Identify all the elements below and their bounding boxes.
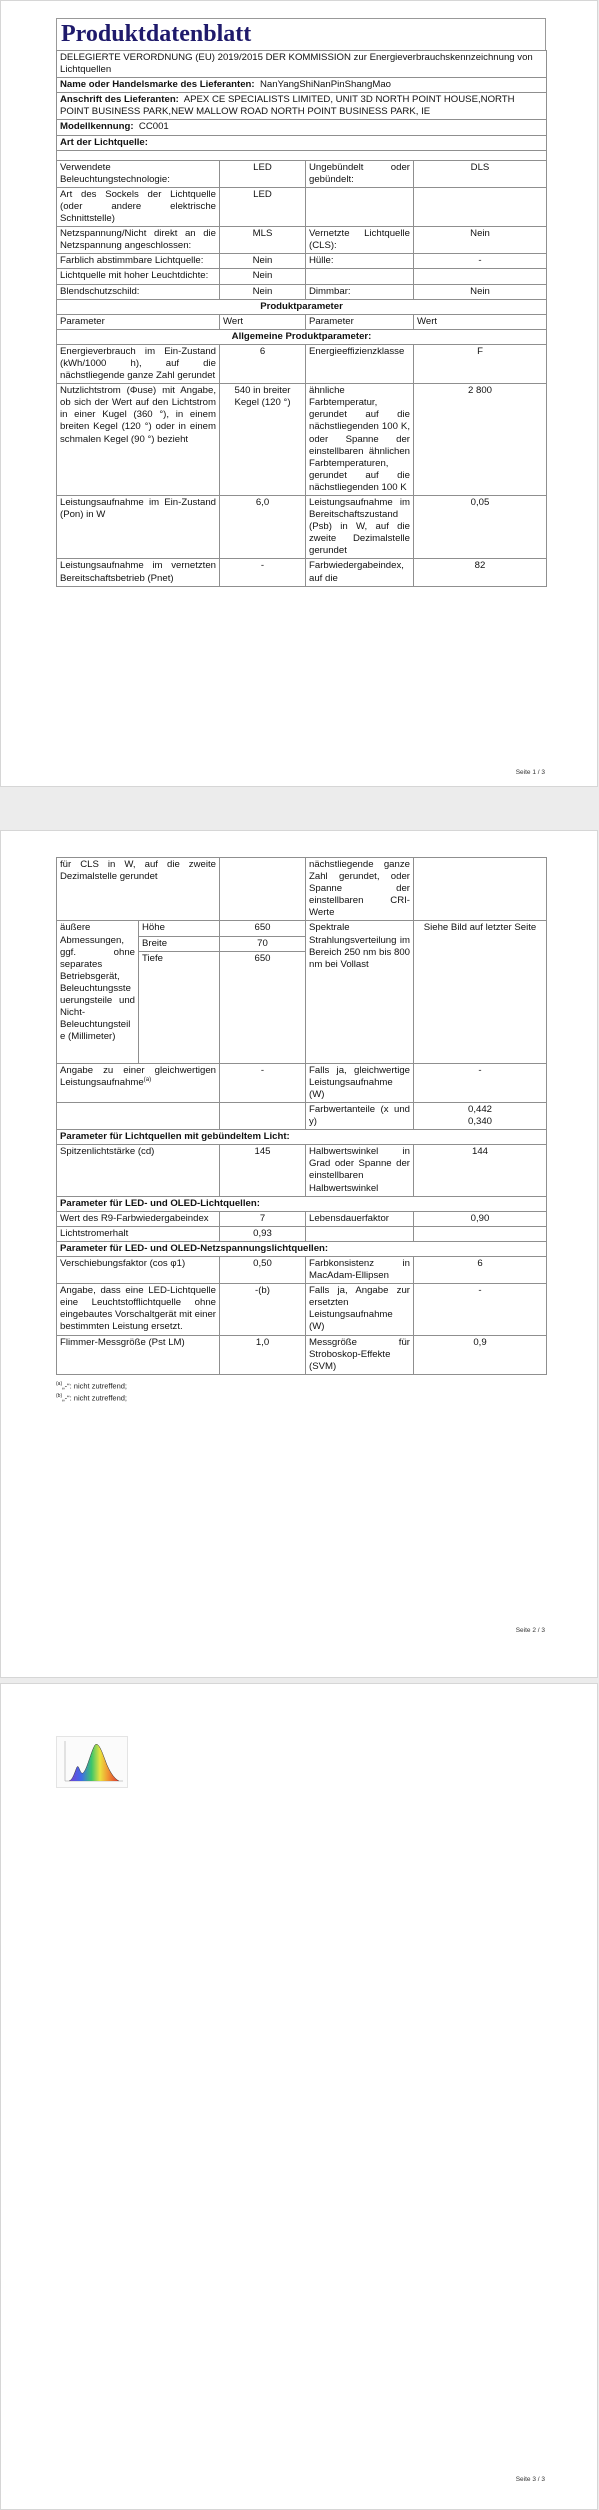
cri-value: 82 [414,559,547,586]
energy-consumption-label: Energieverbrauch im Ein-Zustand (kWh/1000 h), auf die nächstliegende ganze Zahl gerundet [57,344,220,383]
luminous-flux-label: Nutzlichtstrom (Φuse) mit Angabe, ob sich der Wert auf den Lichtstrom in einer Kugel (360 °), in einem breiten Kegel (120 °) oder in einem schmalen Kegel (90 °) bezieht [57,384,220,496]
stroboscopic-label: Messgröße für Stroboskop-Effekte (SVM) [306,1335,414,1374]
led-header-row [57,1196,547,1211]
width-value: 70 [220,936,306,951]
table-row [57,1211,547,1226]
model-row [57,120,547,135]
glare-value: Nein [220,284,306,299]
glare-label: Blendschutzschild: [57,284,220,299]
replace-claim-value: -(b) [220,1284,306,1335]
light-source-type-label: Art der Lichtquelle: [57,135,547,150]
stroboscopic-value: 0,9 [414,1335,547,1374]
cct-label: ähnliche Farbtemperatur, gerundet auf die nächstliegenden 100 K, oder Spanne der einstellbaren ähnlichen Farbtemperaturen, gerundet auf die nächstliegenden 100 K [306,384,414,496]
lumen-maint-label: Lichtstromerhalt [57,1226,220,1241]
table-row [57,384,547,496]
footnote-b-mark: (b) [56,1393,63,1400]
height-value: 650 [220,921,306,936]
chromaticity-y: 0,340 [467,1116,492,1128]
standby-label: Leistungsaufnahme im Bereitschaftszustand (Psb) in W, auf die zweite Dezimalstelle gerundet [306,496,414,559]
housing-label: Hülle: [306,254,414,269]
table-row [57,1284,547,1335]
high-luminance-label: Lichtquelle mit hoher Leuchtdichte: [57,269,220,284]
depth-label: Tiefe [139,951,220,1063]
directional-header: Parameter für Lichtquellen mit gebündeltem Licht: [57,1130,547,1145]
page-1-content [56,18,546,587]
housing-value: - [414,254,547,269]
spacer-row [57,150,547,160]
replace-if-value: - [414,1284,547,1335]
luminous-flux-value: 540 in breiter Kegel (120 °) [220,384,306,496]
socket-value: LED [220,187,306,226]
flicker-value: 1,0 [220,1335,306,1374]
document-title: Produktdatenblatt [56,18,546,50]
table-row [57,160,547,187]
color-tunable-label: Farblich abstimmbare Lichtquelle: [57,254,220,269]
table-row [57,269,547,284]
table-row [57,254,547,269]
energy-consumption-value: 6 [220,344,306,383]
efficiency-class-value: F [414,344,547,383]
led-header: Parameter für LED- und OLED-Lichtquellen: [57,1196,547,1211]
supplier-address-value: APEX CE SPECIALISTS LIMITED, UNIT 3D NORTH POINT HOUSE,NORTH POINT BUSINESS PARK,NEW MALLOW ROAD NORTH POINT BUSINESS PARK, IE [60,94,515,118]
column-header-row [57,314,547,329]
page-number-2: Seite 2 / 3 [515,1627,545,1634]
cct-value: 2 800 [414,384,547,496]
page-1 [0,0,598,787]
peak-intensity-label: Spitzenlichtstärke (cd) [57,1145,220,1196]
regulation-row [57,51,547,78]
col-value-1: Wert [220,314,306,329]
spectral-label: Spektrale Strahlungsverteilung im Bereich 250 nm bis 800 nm bei Vollast [306,921,414,1063]
peak-intensity-value: 145 [220,1145,306,1196]
net-standby-value: - [220,559,306,586]
led-mains-header: Parameter für LED- und OLED-Netzspannungslichtquellen: [57,1241,547,1256]
networked-value: Nein [414,227,547,254]
page-number-1: Seite 1 / 3 [515,769,545,776]
supplier-name-row [57,78,547,93]
replace-if-label: Falls ja, Angabe zur ersetzten Leistungsaufnahme (W) [306,1284,414,1335]
mains-label: Netzspannung/Nicht direkt an die Netzspannung angeschlossen: [57,227,220,254]
footnote-a-mark: (a) [56,1380,63,1387]
table-row [57,344,547,383]
col-parameter-2: Parameter [306,314,414,329]
table-row [57,1145,547,1196]
table-row [57,1335,547,1374]
height-label: Höhe [139,921,220,936]
footnote-a-ref: (a) [143,1076,152,1083]
efficiency-class-label: Energieeffizienzklasse [306,344,414,383]
table-row [57,187,547,226]
table-row [57,921,547,936]
chromaticity-x: 0,442 [467,1103,492,1115]
footnote-a-text: „-“: nicht zutreffend; [62,1381,128,1391]
high-luminance-value: Nein [220,269,306,284]
displacement-value: 0,50 [220,1256,306,1283]
r9-label: Wert des R9-Farbwiedergabeindex [57,1211,220,1226]
supplier-address-label: Anschrift des Lieferanten: [60,94,179,106]
flicker-label: Flimmer-Messgröße (Pst LM) [57,1335,220,1374]
survival-label: Lebensdauerfaktor [306,1211,414,1226]
color-consistency-label: Farbkonsistenz in MacAdam-Ellipsen [306,1256,414,1283]
model-label: Modellkennung: [60,121,134,133]
displacement-label: Verschiebungsfaktor (cos φ1) [57,1256,220,1283]
spectral-distribution-image [56,1736,128,1788]
page-3 [0,1683,598,2510]
supplier-name-label: Name oder Handelsmarke des Lieferanten: [60,79,255,91]
supplier-address-row [57,93,547,120]
mains-value: MLS [220,227,306,254]
bundled-value: DLS [414,160,547,187]
equiv-power-value: - [220,1063,306,1102]
spectral-value: Siehe Bild auf letzter Seite [414,921,547,1063]
directional-header-row [57,1130,547,1145]
r9-value: 7 [220,1211,306,1226]
cri-label-cont: nächstliegende ganze Zahl gerundet, oder Spanne der einstellbaren CRI-Werte [306,858,414,921]
footnotes [56,1379,546,1404]
equiv-if-label: Falls ja, gleichwertige Leistungsaufnahme (W) [306,1063,414,1102]
equiv-power-label: Angabe zu einer gleichwertigen Leistungsaufnahme [60,1064,216,1088]
depth-value: 650 [220,951,306,1063]
supplier-name-value: NanYangShiNanPinShangMao [259,79,391,91]
net-standby-label-cont: für CLS in W, auf die zweite Dezimalstelle gerundet [57,858,220,921]
col-value-2: Wert [414,314,547,329]
net-standby-label: Leistungsaufnahme im vernetzten Bereitschaftsbetrieb (Pnet) [57,559,220,586]
product-params-header: Produktparameter [57,299,547,314]
regulation-text: DELEGIERTE VERORDNUNG (EU) 2019/2015 DER KOMMISSION zur Energieverbrauchskennzeichnung von Lichtquellen [57,51,547,78]
replace-claim-label: Angabe, dass eine LED-Lichtquelle eine Leuchtstofflichtquelle ohne eingebautes Vorschaltgerät mit einer bestimmten Leistung ersetzt. [57,1284,220,1335]
page-number-3: Seite 3 / 3 [515,2476,545,2483]
beam-angle-label: Halbwertswinkel in Grad oder Spanne der einstellbaren Halbwertswinkel [306,1145,414,1196]
on-power-value: 6,0 [220,496,306,559]
table-row [57,1226,547,1241]
networked-label: Vernetzte Lichtquelle (CLS): [306,227,414,254]
page-2 [0,830,598,1678]
table-row [57,284,547,299]
cri-label: Farbwiedergabeindex, auf die [306,559,414,586]
page-2-content [56,857,546,1404]
spectral-distribution-graphic [57,1737,127,1787]
table-row [57,496,547,559]
socket-label: Art des Sockels der Lichtquelle (oder andere elektrische Schnittstelle) [57,187,220,226]
table-row [57,227,547,254]
col-parameter-1: Parameter [57,314,220,329]
table-row [57,1063,547,1102]
table-row [57,1256,547,1283]
footnote-b [56,1391,546,1404]
dimensions-label: äußere Abmessungen, ggf. ohne separates Betriebsgerät, Beleuchtungssteuerungsteile und Nicht-Beleuchtungsteile (Millimeter) [57,921,139,1063]
product-params-header-row [57,299,547,314]
light-source-type-row [57,135,547,150]
product-datasheet-table-continued [56,857,547,1375]
dimmable-label: Dimmbar: [306,284,414,299]
led-mains-header-row [57,1241,547,1256]
survival-value: 0,90 [414,1211,547,1226]
footnote-b-text: „-“: nicht zutreffend; [62,1393,128,1403]
model-value: CC001 [138,121,169,133]
general-params-header: Allgemeine Produktparameter: [57,329,547,344]
beam-angle-value: 144 [414,1145,547,1196]
tech-value: LED [220,160,306,187]
color-consistency-value: 6 [414,1256,547,1283]
footnote-a [56,1379,546,1392]
dimmable-value: Nein [414,284,547,299]
general-params-header-row [57,329,547,344]
on-power-label: Leistungsaufnahme im Ein-Zustand (Pon) in W [57,496,220,559]
table-row [57,559,547,586]
table-row [57,1102,547,1129]
chromaticity-label: Farbwertanteile (x und y) [306,1102,414,1129]
tech-label: Verwendete Beleuchtungstechnologie: [57,160,220,187]
product-datasheet-table [56,50,547,587]
bundled-label: Ungebündelt oder gebündelt: [306,160,414,187]
table-row [57,858,547,921]
color-tunable-value: Nein [220,254,306,269]
lumen-maint-value: 0,93 [220,1226,306,1241]
standby-value: 0,05 [414,496,547,559]
width-label: Breite [139,936,220,951]
equiv-if-value: - [414,1063,547,1102]
